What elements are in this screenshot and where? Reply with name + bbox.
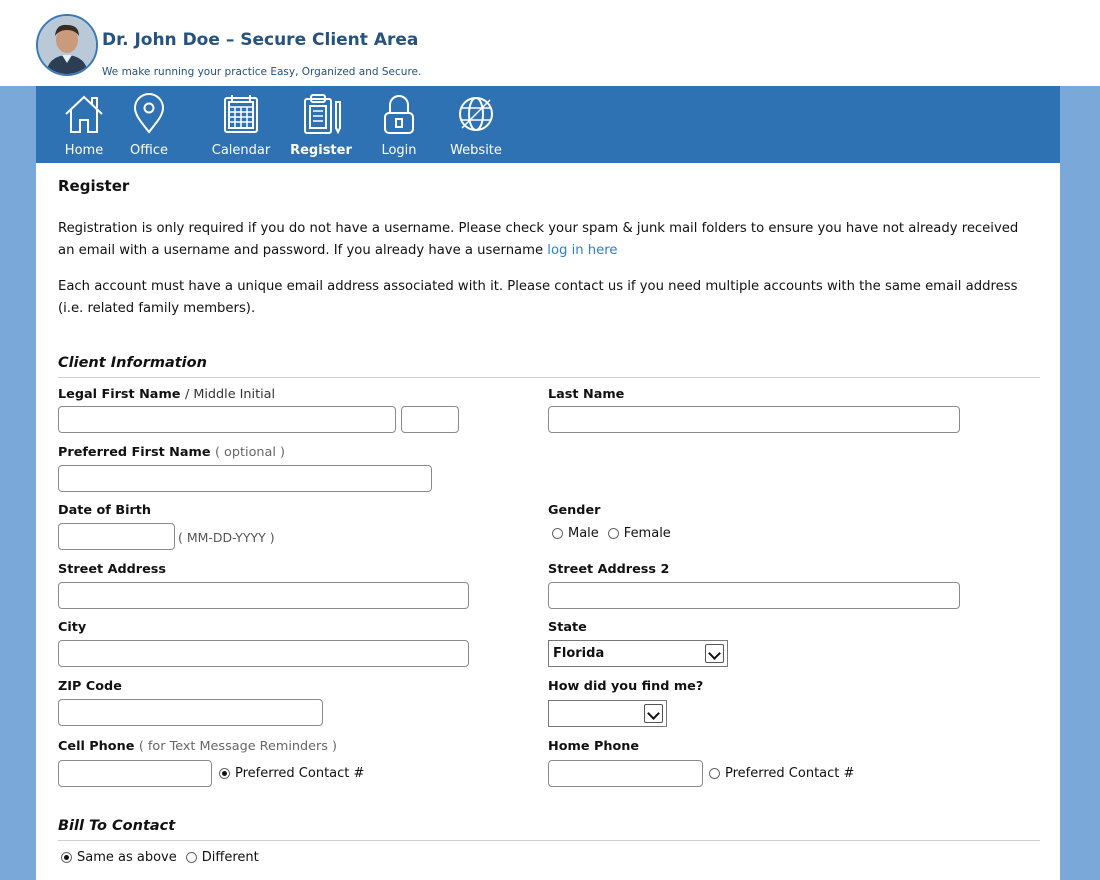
nav-item-website[interactable] [444,86,508,163]
gender-radio-group [552,526,680,541]
login-link[interactable]: log in here [547,243,618,258]
bill-to-section-title: Bill To Contact [58,818,176,834]
zip-code-input[interactable] [58,699,323,726]
right-side-band [1060,86,1100,880]
radio-button[interactable] [709,768,720,779]
cell-preferred-contact[interactable] [219,766,364,781]
section-divider [58,377,1040,378]
nav-item-office[interactable] [118,86,180,163]
bill-to-different-option[interactable] [186,850,259,865]
nav-label-website: Website [450,143,502,158]
radio-button[interactable] [608,528,619,539]
middle-initial-label: / Middle Initial [184,387,276,402]
preferred-name-hint: ( optional ) [215,445,285,460]
gender-female-option[interactable] [608,526,671,541]
client-info-section-title: Client Information [58,355,207,371]
middle-initial-input[interactable] [401,406,459,433]
preferred-name-label: Preferred First Name ( optional ) [58,445,285,460]
street-address-input[interactable] [58,582,469,609]
state-select[interactable] [548,640,728,667]
cell-phone-input[interactable] [58,760,212,787]
cell-preferred-label: Preferred Contact # [235,766,365,781]
registration-note-text: Registration is only required if you do not have a username. Please check your spam & junk mail folders to ensure you have not already received an email with a username and password. If you already have a username [58,221,1019,258]
first-name-label: Legal First Name / Middle Initial [58,387,276,402]
chevron-down-icon[interactable] [644,704,663,723]
bill-to-same-label: Same as above [77,850,177,865]
lock-icon [377,92,421,136]
gender-male-label: Male [568,526,599,541]
location-pin-icon [127,92,171,136]
home-preferred-contact[interactable] [709,766,854,781]
home-phone-input[interactable] [548,760,703,787]
nav-item-home[interactable] [58,86,110,163]
bill-to-different-label: Different [201,850,259,865]
dob-input[interactable] [58,523,175,550]
city-label: City [58,620,87,635]
site-title: Dr. John Doe – Secure Client Area [102,30,419,50]
dob-label: Date of Birth [58,503,152,518]
radio-button[interactable] [552,528,563,539]
home-phone-label: Home Phone [548,739,640,754]
nav-label-calendar: Calendar [211,143,271,158]
main-nav [36,86,1060,163]
calendar-icon [219,92,263,136]
first-name-input[interactable] [58,406,396,433]
state-select-value: Florida [553,646,605,661]
dob-format-hint: ( MM-DD-YYYY ) [178,530,275,545]
home-icon [62,92,106,136]
nav-label-register: Register [290,143,352,158]
left-side-band [0,86,36,880]
nav-label-login: Login [381,143,417,158]
nav-label-home: Home [64,143,104,158]
registration-note [58,218,1038,262]
gender-female-label: Female [623,526,671,541]
main-content [36,163,1060,880]
radio-button[interactable] [219,768,230,779]
home-preferred-label: Preferred Contact # [725,766,855,781]
state-label: State [548,620,587,635]
city-input[interactable] [58,640,469,667]
referral-source-label: How did you find me? [548,679,704,694]
clipboard-icon [299,92,343,136]
zip-code-label: ZIP Code [58,679,122,694]
gender-label: Gender [548,503,601,518]
cell-phone-label: Cell Phone ( for Text Message Reminders ) [58,739,337,754]
street-address-2-input[interactable] [548,582,960,609]
preferred-name-input[interactable] [58,465,432,492]
cell-phone-hint: ( for Text Message Reminders ) [138,739,337,754]
referral-source-select[interactable] [548,700,667,727]
bill-to-same-option[interactable] [61,850,177,865]
radio-button[interactable] [186,852,197,863]
nav-label-office: Office [130,143,168,158]
page-title: Register [58,177,130,195]
globe-icon [454,92,498,136]
street-address-label: Street Address [58,562,167,577]
last-name-input[interactable] [548,406,960,433]
chevron-down-icon[interactable] [705,644,724,663]
nav-item-calendar[interactable] [208,86,274,163]
avatar [36,14,98,76]
site-tagline: We make running your practice Easy, Organized and Secure. [102,66,422,78]
last-name-label: Last Name [548,387,625,402]
site-header [0,0,1100,86]
nav-item-login[interactable] [374,86,424,163]
radio-button[interactable] [61,852,72,863]
gender-male-option[interactable] [552,526,599,541]
nav-item-register[interactable] [288,86,354,163]
section-divider [58,840,1040,841]
unique-email-note: Each account must have a unique email address associated with it. Please contact us if you need multiple accounts with the same email address (i.e. related family members). [58,279,1018,316]
bill-to-radio-group [61,850,268,865]
street-address-2-label: Street Address 2 [548,562,670,577]
